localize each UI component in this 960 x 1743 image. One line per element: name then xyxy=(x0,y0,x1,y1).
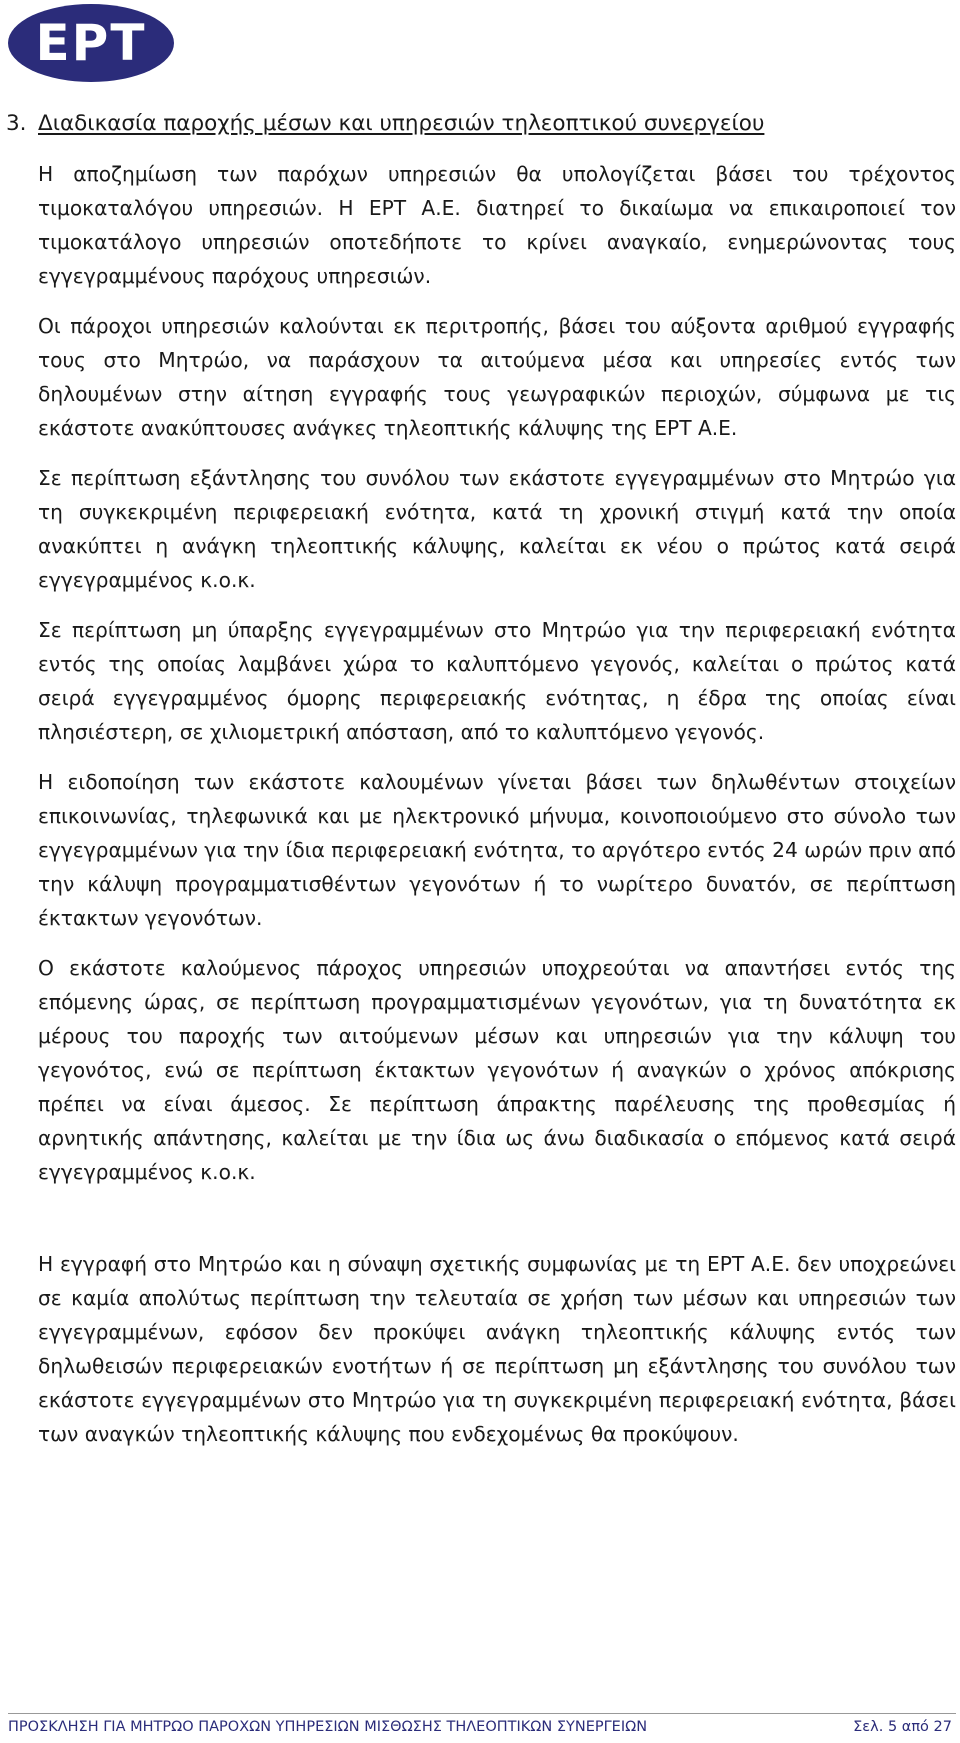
ert-logo-text: EPT xyxy=(35,14,147,72)
section-title: Διαδικασία παροχής μέσων και υπηρεσιών τηλεοπτικού συνεργείου xyxy=(38,111,765,136)
paragraph-exhaustion: Σε περίπτωση εξάντλησης του συνόλου των εκάστοτε εγγεγραμμένων στο Μητρώο για τη συγκεκριμένη περιφερειακή ενότητα, κατά τη χρονική στιγμή κατά την οποία ανακύπτει η ανάγκη τηλεοπτικής κάλυψης, καλείται εκ νέου ο πρώτος κατά σειρά εγγεγραμμένος κ.ο.κ. xyxy=(38,466,956,592)
section-heading xyxy=(6,110,906,138)
section-number: 3. xyxy=(6,111,27,136)
page-number: Σελ. 5 από 27 xyxy=(853,1719,952,1735)
footer-divider xyxy=(8,1713,956,1714)
paragraph-notification: Η ειδοποίηση των εκάστοτε καλουμένων γίνεται βάσει των δηλωθέντων στοιχείων επικοινωνίας, τηλεφωνικά και με ηλεκτρονικό μήνυμα, κοινοποιούμενο στο σύνολο των εγγεγραμμένων για την ίδια περιφερειακή ενότητα, το αργότερο εντός 24 ωρών πριν από την κάλυψη προγραμματισθέντων γεγονότων ή το νωρίτερο δυνατόν, σε περίπτωση έκτακτων γεγονότων. xyxy=(38,770,956,930)
paragraph-no-obligation: Η εγγραφή στο Μητρώο και η σύναψη σχετικής συμφωνίας με τη ΕΡΤ Α.Ε. δεν υποχρεώνει σε καμία απολύτως περίπτωση την τελευταία σε χρήση των μέσων και υπηρεσιών των εγγεγραμμένων, εφόσον δεν προκύψει ανάγκη τηλεοπτικής κάλυψης εντός των δηλωθεισών περιφερειακών ενοτήτων ή σε περίπτωση μη εξάντλησης του συνόλου των εκάστοτε εγγεγραμμένων στο Μητρώο για τη συγκεκριμένη περιφερειακή ενότητα, βάσει των αναγκών τηλεοπτικής κάλυψης που ενδεχομένως θα προκύψουν. xyxy=(38,1252,956,1446)
footer-title: ΠΡΟΣΚΛΗΣΗ ΓΙΑ ΜΗΤΡΩΟ ΠΑΡΟΧΩΝ ΥΠΗΡΕΣΙΩΝ ΜΙΣΘΩΣΗΣ ΤΗΛΕΟΠΤΙΚΩΝ ΣΥΝΕΡΓΕΙΩΝ xyxy=(8,1719,648,1735)
paragraph-compensation: Η αποζημίωση των παρόχων υπηρεσιών θα υπολογίζεται βάσει του τρέχοντος τιμοκαταλόγου υπηρεσιών. Η ΕΡΤ Α.Ε. διατηρεί το δικαίωμα να επικαιροποιεί τον τιμοκατάλογο υπηρεσιών οποτεδήποτε το κρίνει αναγκαίο, ενημερώνοντας τους εγγεγραμμένους παρόχους υπηρεσιών. xyxy=(38,162,956,288)
paragraph-no-registrants: Σε περίπτωση μη ύπαρξης εγγεγραμμένων στο Μητρώο για την περιφερειακή ενότητα εντός της οποίας λαμβάνει χώρα το καλυπτόμενο γεγονός, καλείται ο πρώτος κατά σειρά εγγεγραμμένος όμορης περιφερειακής ενότητας, η έδρα της οποίας είναι πλησιέστερη, σε χιλιομετρική απόσταση, από το καλυπτόμενο γεγονός. xyxy=(38,618,956,744)
ert-logo xyxy=(8,4,174,82)
paragraph-rotation: Οι πάροχοι υπηρεσιών καλούνται εκ περιτροπής, βάσει του αύξοντα αριθμού εγγραφής τους στο Μητρώο, να παράσχουν τα αιτούμενα μέσα και υπηρεσίες εντός των δηλουμένων στην αίτηση εγγραφής τους γεωγραφικών περιοχών, σύμφωνα με τις εκάστοτε ανακύπτουσες ανάγκες τηλεοπτικής κάλυψης της ΕΡΤ Α.Ε. xyxy=(38,314,956,440)
document-body xyxy=(38,157,956,1467)
paragraph-response: Ο εκάστοτε καλούμενος πάροχος υπηρεσιών υποχρεούται να απαντήσει εντός της επόμενης ώρας, σε περίπτωση προγραμματισμένων γεγονότων, για τη δυνατότητα εκ μέρους του παροχής των αιτούμενων μέσων και υπηρεσιών για την κάλυψη του γεγονότος, ενώ σε περίπτωση έκτακτων γεγονότων ή αναγκών ο χρόνος απόκρισης πρέπει να είναι άμεσος. Σε περίπτωση άπρακτης παρέλευσης της προθεσμίας ή αρνητικής απάντησης, καλείται με την ίδια ως άνω διαδικασία ο επόμενος κατά σειρά εγγεγραμμένος κ.ο.κ. xyxy=(38,956,956,1184)
